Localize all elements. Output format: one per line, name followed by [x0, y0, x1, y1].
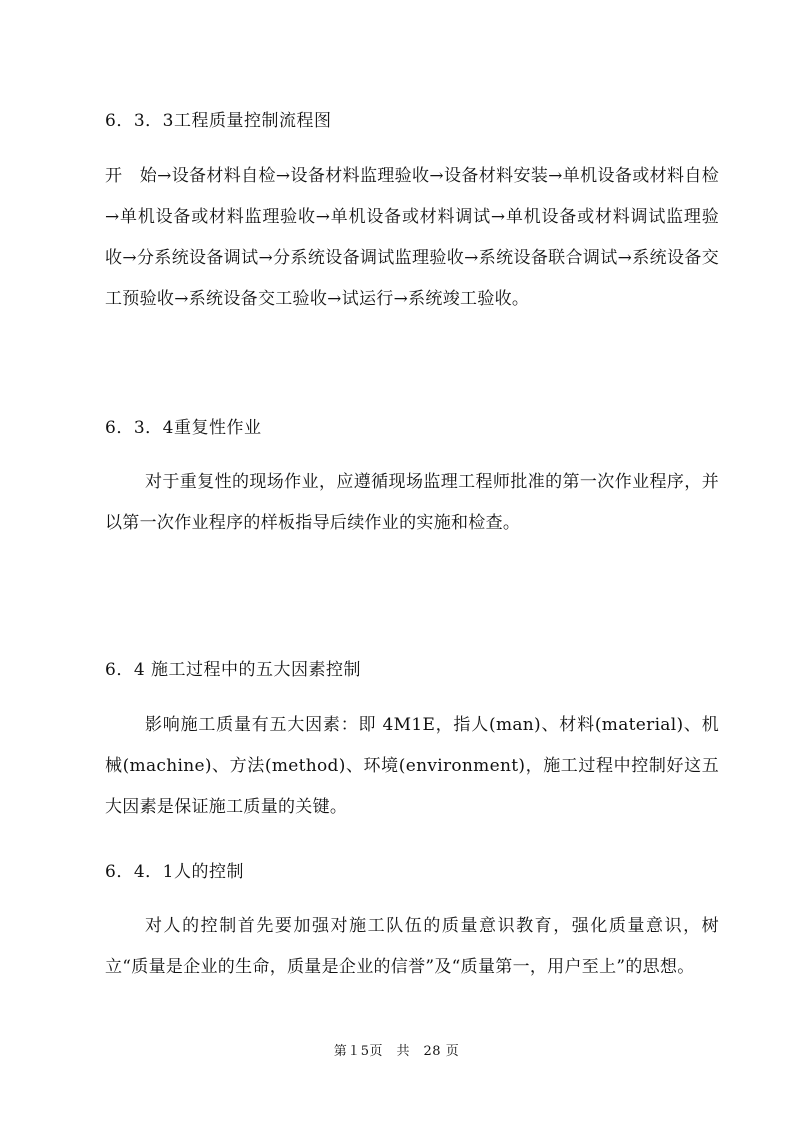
section-heading-6-3-3: 6．3．3工程质量控制流程图 [105, 111, 332, 131]
section-heading-6-4: 6．4 施工过程中的五大因素控制 [105, 660, 362, 680]
section-body-6-4: 影响施工质量有五大因素：即 4M1E，指人(man)、材料(material)、机械(machine)、方法(method)、环境(environment)，施工过程中控制好这五大因素是保证施工质量的关键。 [105, 715, 719, 817]
section-body-6-3-3: 开 始→设备材料自检→设备材料监理验收→设备材料安装→单机设备或材料自检→单机设备或材料监理验收→单机设备或材料调试→单机设备或材料调试监理验收→分系统设备调试→分系统设备调试监理验收→系统设备联合调试→系统设备交工预验收→系统设备交工验收→试运行→系统竣工验收。 [105, 166, 719, 309]
section-heading-6-4-1: 6．4．1人的控制 [105, 862, 244, 882]
page-number-footer: 第１5页 共 28 页 [333, 1044, 460, 1059]
section-heading-6-3-4: 6．3．4重复性作业 [105, 418, 262, 438]
section-body-6-4-1: 对人的控制首先要加强对施工队伍的质量意识教育，强化质量意识，树立“质量是企业的生命，质量是企业的信誉”及“质量第一，用户至上”的思想。 [105, 916, 719, 977]
section-body-6-3-4: 对于重复性的现场作业，应遵循现场监理工程师批准的第一次作业程序，并以第一次作业程序的样板指导后续作业的实施和检查。 [105, 472, 719, 533]
